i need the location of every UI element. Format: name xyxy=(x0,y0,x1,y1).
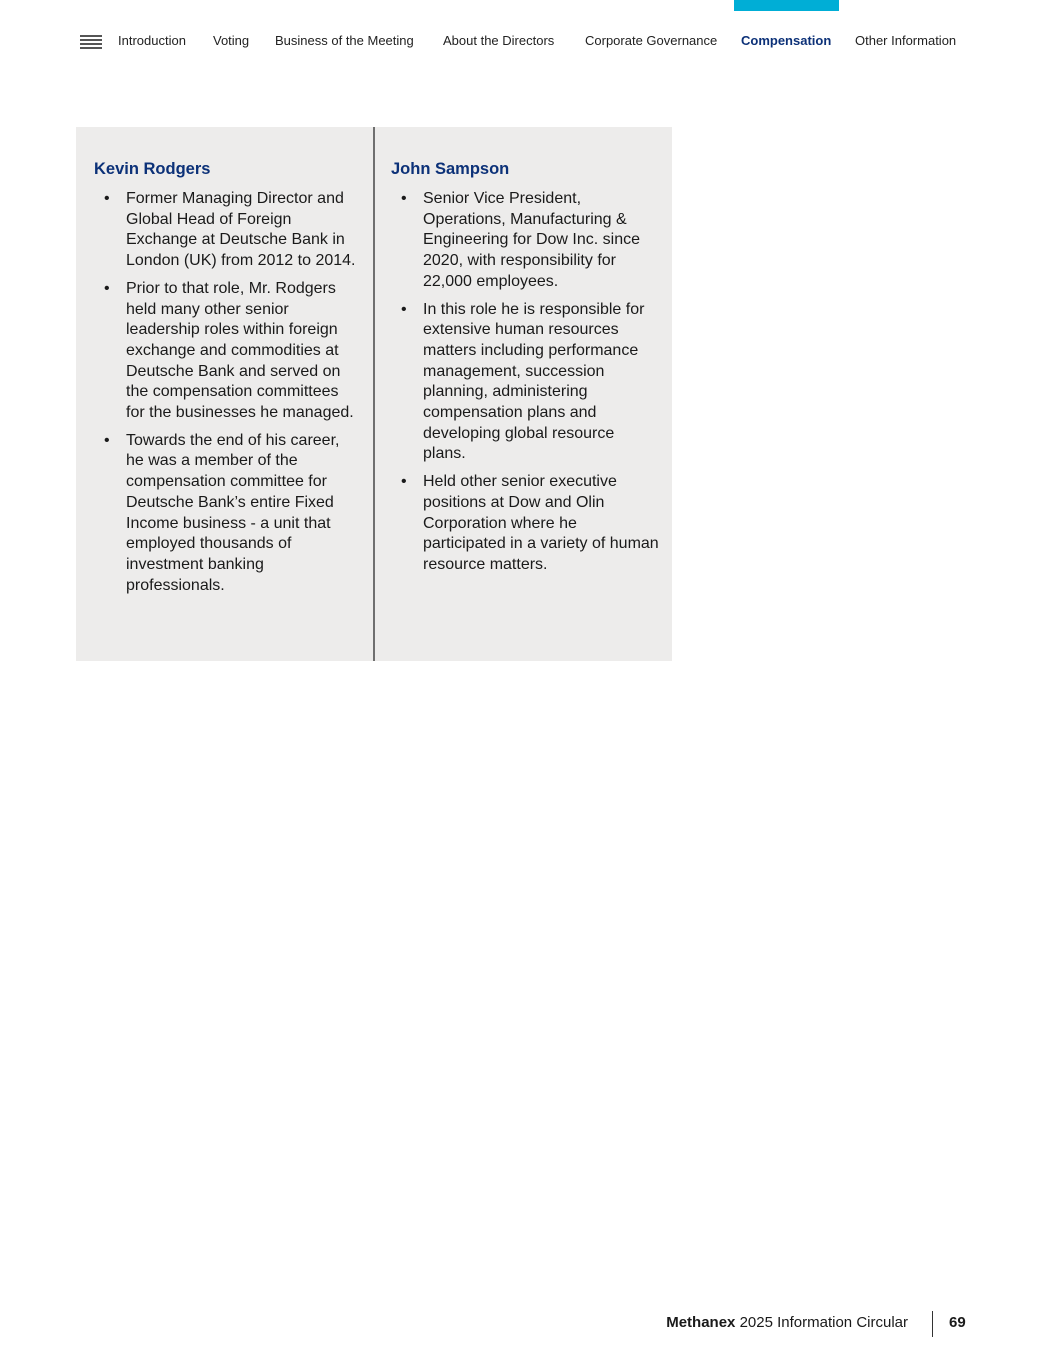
bullet-icon: • xyxy=(104,279,110,297)
bullet-icon: • xyxy=(401,473,407,491)
bullet-icon: • xyxy=(104,431,110,449)
nav-item-business-of-the-meeting[interactable]: Business of the Meeting xyxy=(275,33,414,48)
list-item xyxy=(391,189,661,293)
hamburger-menu-icon[interactable] xyxy=(80,35,102,49)
bullet-text: Prior to that role, Mr. Rodgers held many other senior leadership roles within foreign exchange and commodities at Deutsche Bank and served on the compensation committees for the businesses he managed. xyxy=(126,279,354,422)
list-item xyxy=(94,431,356,597)
page-footer xyxy=(0,1310,1048,1340)
footer-company-name: Methanex xyxy=(666,1314,736,1331)
bullet-text: Senior Vice President, Operations, Manufacturing & Engineering for Dow Inc. since 2020, with responsibility for 22,000 employees. xyxy=(423,190,640,290)
member-name: Kevin Rodgers xyxy=(94,160,211,178)
page-number: 69 xyxy=(949,1314,966,1331)
member-bullet-list xyxy=(391,189,661,576)
member-name: John Sampson xyxy=(391,160,510,178)
list-item xyxy=(391,472,661,576)
column-divider xyxy=(373,127,375,661)
bullet-text: In this role he is responsible for extensive human resources matters including performance management, succession planning, administering compensation plans and developing global resource plans. xyxy=(423,300,645,463)
bullet-text: Former Managing Director and Global Head of Foreign Exchange at Deutsche Bank in London (UK) from 2012 to 2014. xyxy=(126,190,356,270)
bullet-icon: • xyxy=(401,190,407,207)
nav-item-introduction[interactable]: Introduction xyxy=(118,33,186,48)
active-section-indicator xyxy=(734,0,839,11)
nav-item-voting[interactable]: Voting xyxy=(213,33,250,48)
footer-divider xyxy=(932,1311,933,1337)
member-column-right xyxy=(391,158,661,583)
nav-item-corporate-governance[interactable]: Corporate Governance xyxy=(585,33,718,48)
nav-item-other-information[interactable]: Other Information xyxy=(855,33,957,48)
bullet-text: Towards the end of his career, he was a member of the compensation committee for Deutsche Bank’s entire Fixed Income business - a unit that employed thousands of investment banking professionals. xyxy=(126,431,340,594)
list-item xyxy=(94,279,356,424)
bullet-icon: • xyxy=(104,190,110,207)
list-item xyxy=(391,300,661,466)
footer-document-name: 2025 Information Circular xyxy=(739,1314,908,1331)
committee-member-panel xyxy=(76,127,672,661)
bullet-icon: • xyxy=(401,300,407,318)
footer-document-title xyxy=(666,1314,908,1331)
list-item xyxy=(94,189,356,272)
top-navigation xyxy=(0,0,1048,80)
nav-item-about-the-directors[interactable]: About the Directors xyxy=(443,33,555,48)
nav-item-compensation[interactable]: Compensation xyxy=(741,33,832,48)
member-bullet-list xyxy=(94,189,356,596)
bullet-text: Held other senior executive positions at Dow and Olin Corporation where he participated in a variety of human resource matters. xyxy=(423,473,659,573)
member-column-left xyxy=(94,158,356,603)
